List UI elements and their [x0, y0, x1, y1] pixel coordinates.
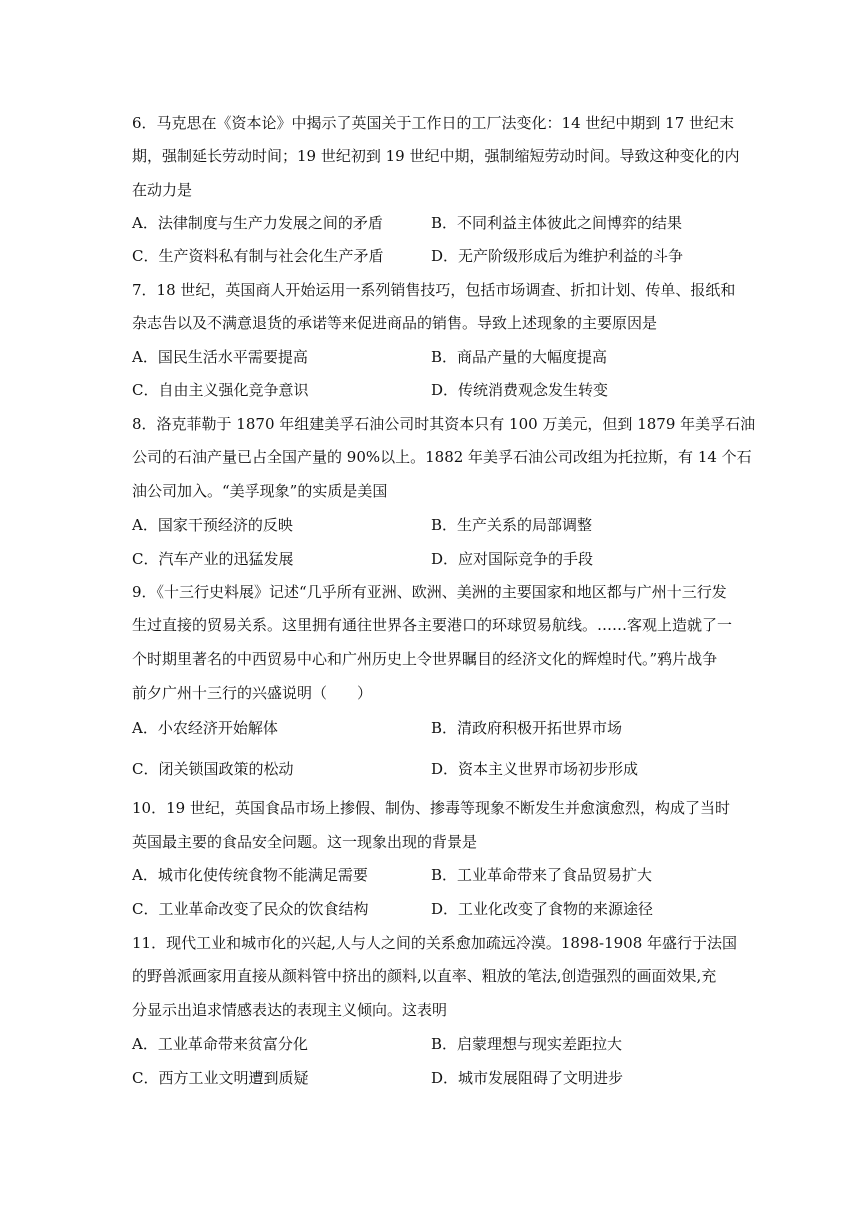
question-11-option-b: B．启蒙理想与现实差距拉大: [431, 1035, 623, 1053]
question-7-option-a: A．国民生活水平需要提高: [132, 348, 308, 366]
question-6-line-1: 6．马克思在《资本论》中揭示了英国关于工作日的工厂法变化：14 世纪中期到 17 世纪末: [132, 114, 735, 132]
question-10-option-a: A．城市化使传统食物不能满足需要: [132, 866, 368, 884]
question-6-option-b: B．不同利益主体彼此之间博弈的结果: [431, 214, 683, 232]
question-9-option-c: C．闭关锁国政策的松动: [132, 760, 294, 778]
question-7-option-c: C．自由主义强化竞争意识: [132, 381, 309, 399]
question-7-option-d: D．传统消费观念发生转变: [431, 381, 609, 399]
question-9-option-b: B．清政府积极开拓世界市场: [431, 719, 623, 737]
question-9-option-d: D．资本主义世界市场初步形成: [431, 760, 639, 778]
question-11-line-3: 分显示出追求情感表达的表现主义倾向。这表明: [132, 1001, 448, 1019]
question-11-option-a: A．工业革命带来贫富分化: [132, 1035, 308, 1053]
question-10-option-d: D．工业化改变了食物的来源途径: [431, 900, 654, 918]
question-11-line-1: 11．现代工业和城市化的兴起,人与人之间的关系愈加疏远冷漠。1898-1908 年盛行于法国: [132, 934, 738, 952]
question-6-option-c: C．生产资料私有制与社会化生产矛盾: [132, 247, 384, 265]
question-8-line-2: 公司的石油产量已占全国产量的 90%以上。1882 年美孚石油公司改组为托拉斯，有 14 个石: [132, 448, 752, 466]
question-8-option-c: C．汽车产业的迅猛发展: [132, 550, 294, 568]
question-6-line-3: 在动力是: [132, 181, 193, 199]
question-11-option-d: D．城市发展阻碍了文明进步: [431, 1069, 624, 1087]
question-10-option-c: C．工业革命改变了民众的饮食结构: [132, 900, 369, 918]
question-7-line-2: 杂志告以及不满意退货的承诺等来促进商品的销售。导致上述现象的主要原因是: [132, 314, 658, 332]
question-8-line-1: 8．洛克菲勒于 1870 年组建美孚石油公司时其资本只有 100 万美元，但到 1879 年美孚石油: [132, 415, 756, 433]
question-8-line-3: 油公司加入。“美孚现象”的实质是美国: [132, 482, 388, 500]
question-11-option-c: C．西方工业文明遭到质疑: [132, 1069, 309, 1087]
question-9-line-4: 前夕广州十三行的兴盛说明（ ）: [132, 684, 373, 702]
question-10-option-b: B．工业革命带来了食品贸易扩大: [431, 866, 653, 884]
question-10-line-2: 英国最主要的食品安全问题。这一现象出现的背景是: [132, 833, 478, 851]
question-6-option-d: D．无产阶级形成后为维护利益的斗争: [431, 247, 684, 265]
question-8-option-d: D．应对国际竞争的手段: [431, 550, 594, 568]
question-9-line-1: 9．《十三行史料展》记述“几乎所有亚洲、欧洲、美洲的主要国家和地区都与广州十三行发: [132, 583, 727, 601]
question-7-option-b: B．商品产量的大幅度提高: [431, 348, 608, 366]
question-9-line-2: 生过直接的贸易关系。这里拥有通往世界各主要港口的环球贸易航线。……客观上造就了一: [132, 616, 733, 634]
question-9-option-a: A．小农经济开始解体: [132, 719, 278, 737]
question-9-line-3: 个时期里著名的中西贸易中心和广州历史上令世界瞩目的经济文化的辉煌时代。”鸦片战争: [132, 650, 718, 668]
question-10-line-1: 10．19 世纪，英国食品市场上掺假、制伪、掺毒等现象不断发生并愈演愈烈，构成了当时: [132, 799, 730, 817]
question-6-line-2: 期，强制延长劳动时间；19 世纪初到 19 世纪中期，强制缩短劳动时间。导致这种变化的内: [132, 147, 740, 165]
question-6-option-a: A．法律制度与生产力发展之间的矛盾: [132, 214, 383, 232]
question-8-option-a: A．国家干预经济的反映: [132, 516, 293, 534]
question-11-line-2: 的野兽派画家用直接从颜料管中挤出的颜料,以直率、粗放的笔法,创造强烈的画面效果,充: [132, 967, 717, 985]
question-7-line-1: 7．18 世纪，英国商人开始运用一系列销售技巧，包括市场调查、折扣计划、传单、报纸和: [132, 281, 736, 299]
question-8-option-b: B．生产关系的局部调整: [431, 516, 593, 534]
